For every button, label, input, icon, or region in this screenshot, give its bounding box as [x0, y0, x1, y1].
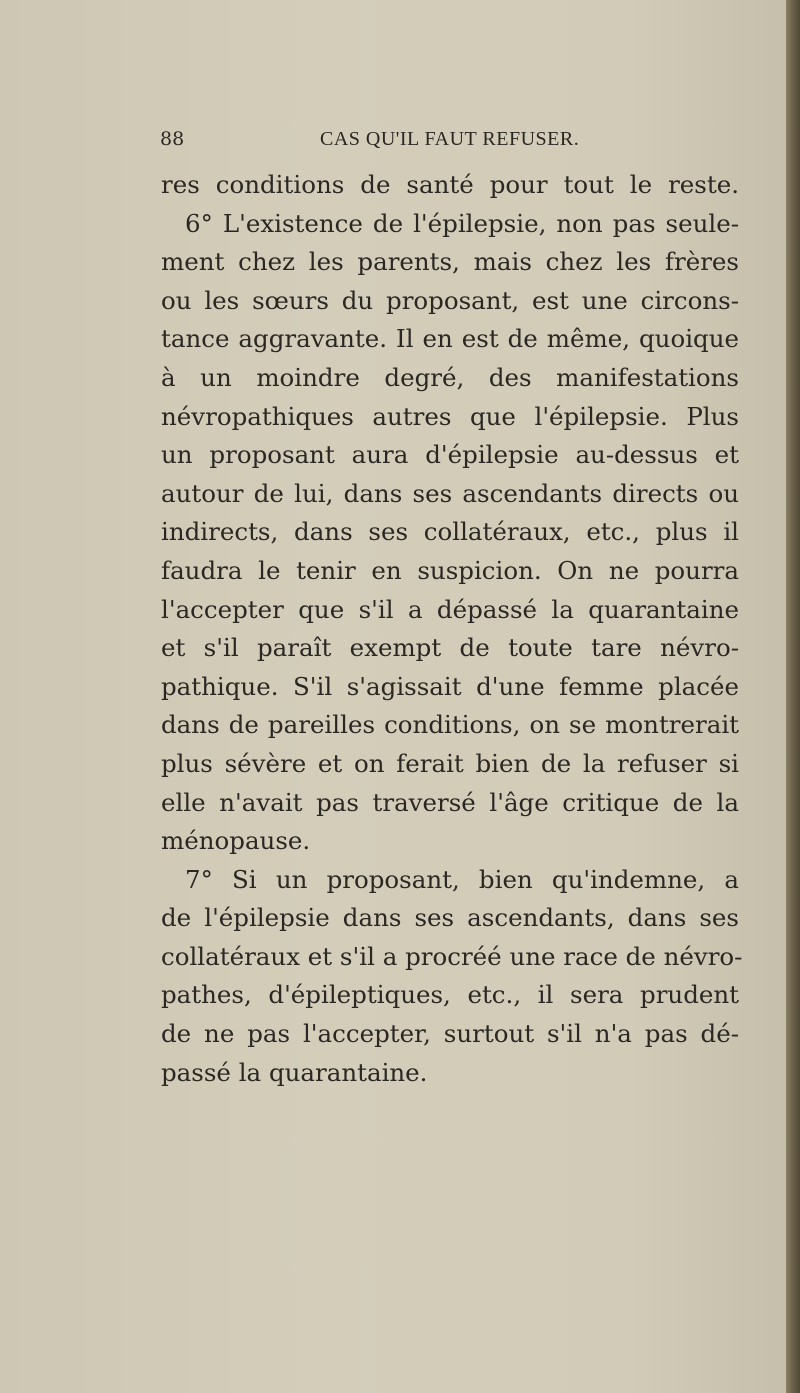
text-line: indirects, dans ses collatéraux, etc., plus il — [161, 517, 739, 547]
text-line: un proposant aura d'épilepsie au-dessus et — [161, 440, 739, 470]
running-head: CAS QU'IL FAUT REFUSER. — [320, 128, 580, 150]
text-line: l'accepter que s'il a dépassé la quarantaine — [161, 594, 739, 624]
body-text — [161, 166, 743, 1092]
text-line: de l'épilepsie dans ses ascendants, dans ses — [161, 903, 739, 933]
text-line: pathes, d'épileptiques, etc., il sera prudent — [161, 980, 739, 1010]
text-line: à un moindre degré, des manifestations — [161, 362, 739, 392]
text-line: collatéraux et s'il a procréé une race de névro- — [161, 941, 743, 971]
text-line: névropathiques autres que l'épilepsie. Plus — [161, 401, 739, 431]
text-line: 7° Si un proposant, bien qu'indemne, a — [185, 864, 739, 894]
text-line: ou les sœurs du proposant, est une circons- — [161, 285, 739, 315]
page-header — [0, 128, 786, 158]
text-line: faudra le tenir en suspicion. On ne pourra — [161, 555, 739, 585]
page-number: 88 — [160, 128, 185, 150]
text-line: ménopause. — [161, 826, 311, 856]
text-line: pathique. S'il s'agissait d'une femme placée — [161, 671, 739, 701]
text-line: ment chez les parents, mais chez les frères — [161, 247, 739, 277]
text-line: elle n'avait pas traversé l'âge critique de la — [161, 787, 739, 817]
text-line: et s'il paraît exempt de toute tare névro- — [161, 633, 739, 663]
text-line: 6° L'existence de l'épilepsie, non pas seule- — [185, 208, 739, 238]
text-line: de ne pas l'accepter, surtout s'il n'a pas dé- — [161, 1019, 739, 1049]
page-edge-shadow — [786, 0, 800, 1393]
text-line: passé la quarantaine. — [161, 1057, 428, 1087]
text-line: autour de lui, dans ses ascendants directs ou — [161, 478, 739, 508]
text-line: dans de pareilles conditions, on se montrerait — [161, 710, 739, 740]
text-line: tance aggravante. Il en est de même, quoique — [161, 324, 739, 354]
text-line: plus sévère et on ferait bien de la refuser si — [161, 748, 739, 778]
text-line: res conditions de santé pour tout le reste. — [161, 170, 739, 199]
